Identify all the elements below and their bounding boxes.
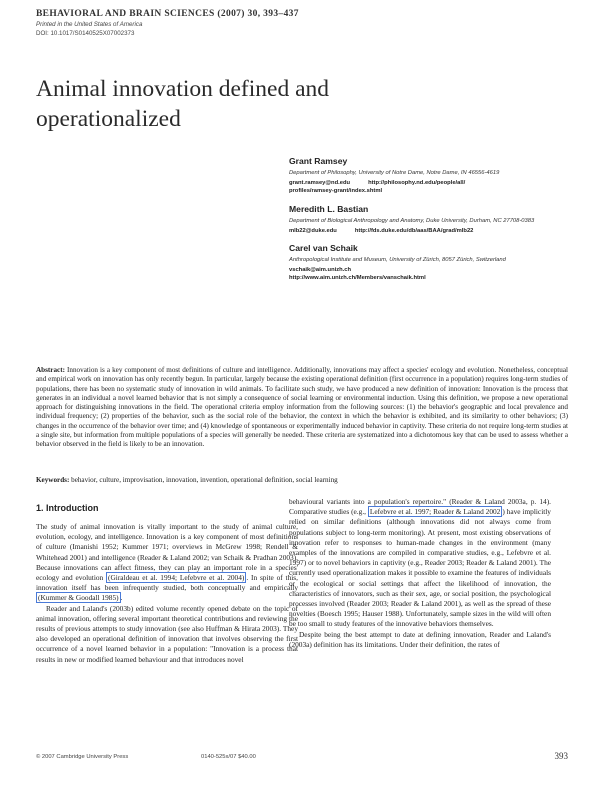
copyright-notice: © 2007 Cambridge University Press: [36, 754, 129, 760]
paragraph-text: . In spite of this, innovation itself has been infrequently studied, both conceptually and empirically: [36, 573, 298, 593]
author-name: Grant Ramsey: [289, 156, 348, 166]
author-contact: [289, 179, 579, 195]
author-url-link-continued[interactable]: profiles/ramsey-grant/index.shtml: [289, 188, 383, 195]
author-email-link[interactable]: mlb22@duke.edu: [289, 227, 337, 234]
abstract-text: Innovation is a key component of most definitions of culture and intelligence. Additionally, innovations may affect a species' ecology and evolution. Nonetheless, conceptual and empirical work on innovation has only recently begun. In particular, largely because the existing operational definition (first occurrence in a population) requires long-term studies of populations, there has been no systematic study of innovation in wild animals. To facilitate such study, we have produced a new definition of innovation: Innovation is the process that generates in an individual a novel learned behavior that is not simply a consequence of social learning or environmental induction. Using this definition, we propose a new operational approach for distinguishing innovations in the field. The operational criteria employ information from the following sources: (1) the behavior's geographic and local prevalence and individual frequency; (2) properties of the behavior, such as the social role of the behavior, the context in which the behavior is exhibited, and its similarity to other behaviors; (3) changes in the occurrence of the behavior over time; and (4) knowledge of spontaneous or experimentally induced behavior in captivity. These criteria do not require long-term studies at a single site, but information from multiple populations of a species will generally be needed. These criteria are systematized into a dichotomous key that can be used to assess whether a behavior observed in the field is likely to be an innovation.: [36, 366, 568, 449]
author-email-link[interactable]: vschaik@aim.unizh.ch: [289, 267, 352, 274]
author-block: [289, 156, 579, 291]
abstract: [36, 366, 568, 450]
journal-citation: BEHAVIORAL AND BRAIN SCIENCES (2007) 30, 393–437: [36, 9, 299, 19]
author-affiliation: Department of Philosophy, University of Notre Dame, Notre Dame, IN 46556-4619: [289, 170, 500, 176]
section-heading: 1. Introduction: [36, 503, 99, 513]
author-contact: [289, 227, 579, 235]
article-title: Animal innovation defined and operationalized: [36, 76, 330, 132]
paragraph-text: ) have implicitly relied on similar definitions (although innovations did not always come from populations subject to long-term monitoring). At present, most existing observations of innovation refer to responses to human-made changes in the environment (many examples of the innovations are compiled in comparative studies, e.g., Lefebvre et al. 1997) or to novel behaviors in captivity (e.g., Reader 2003; Reader & Laland 2001). The currently used operationalization makes it possible to examine the features of individuals or the ecological or social settings that affect the likelihood of innovation, the characteristics of innovators, such as their sex, age, or social position, the psychological processes involved (Reader 2003; Reader & Laland 2001), as well as the spread of these novelties (Boesch 1995; Hauser 1988). Unfortunately, sample sizes in the wild will often be too small to study features of the innovative behaviors themselves.: [289, 507, 551, 629]
author-url-link[interactable]: http://philosophy.nd.edu/people/all/: [368, 180, 466, 187]
keywords-text: behavior, culture, improvisation, innovation, invention, operational definition, social learning: [71, 476, 338, 484]
right-column: [289, 497, 551, 650]
body-paragraph: [289, 497, 551, 630]
citation-link[interactable]: Lefebvre et al. 1997; Reader & Laland 2002: [369, 507, 501, 517]
body-paragraph: Despite being the best attempt to date at defining innovation, Reader and Laland's (2003a) definition has its limitations. Under their definition, the rates of: [289, 629, 551, 649]
author-entry: [289, 243, 579, 283]
author-url-link[interactable]: http://fds.duke.edu/db/aas/BAA/grad/mlb22: [354, 227, 474, 234]
author-affiliation: Anthropological Institute and Museum, University of Zürich, 8057 Zürich, Switzerland: [289, 257, 506, 264]
body-paragraph: Reader and Laland's (2003b) edited volume recently opened debate on the topic of animal innovation, offering several important theoretical contributions and reviewing the results of previous attempts to study innovation (see also Huffman & Hirata 2003). They also developed an operational definition of innovation that involves observing the first occurrence of a novel learned behavior in a population: "Innovation is a process that results in new or modified learned behaviour and that introduces novel: [36, 603, 298, 664]
author-url-link[interactable]: http://www.aim.unizh.ch/Members/vanschaik.html: [289, 275, 426, 282]
author-affiliation: Department of Biological Anthropology and Anatomy, Duke University, Durham, NC 27708-0383: [289, 217, 535, 224]
keywords-label: Keywords:: [36, 476, 70, 484]
issn-price: 0140-525x/07 $40.00: [201, 754, 256, 760]
keywords: [36, 476, 568, 485]
printed-in-note: Printed in the United States of America: [36, 21, 143, 28]
abstract-label: Abstract:: [36, 366, 65, 374]
author-entry: [289, 156, 579, 196]
author-name: Carel van Schaik: [289, 243, 358, 254]
page-footer: [36, 752, 568, 762]
doi-line: DOI: 10.1017/S0140525X07002373: [36, 30, 135, 37]
paragraph-text: The study of animal innovation is vitally important to the study of animal culture, evolution, ecology, and intelligence. Innovation is a key component of most definitions of culture (Imanishi 1952; Kummer 1971; overviews in McGrew 1998; Rendell & Whitehead 2001) and intelligence (Reader & Laland 2002; van Schaik & Pradhan 2003). Because innovations can affect fitness, they can play an important role in a species' ecology and evolution: [36, 522, 298, 583]
paragraph-text: .: [120, 593, 123, 603]
page-number: 393: [554, 751, 568, 761]
left-column: [36, 497, 298, 665]
running-header: [36, 9, 566, 38]
author-name: Meredith L. Bastian: [289, 203, 369, 214]
author-entry: [289, 204, 579, 235]
paragraph-text: behavioural variants into a population's repertoire." (Reader & Laland 2003a, p. 14). Comparative studies (e.g.,: [289, 497, 551, 517]
author-email-link[interactable]: grant.ramsey@nd.edu: [289, 180, 351, 187]
author-contact: [289, 266, 579, 282]
citation-link[interactable]: (Giraldeau et al. 1994; Lefebvre et al. 2004): [108, 573, 245, 583]
citation-link[interactable]: (Kummer & Goodall 1985): [38, 593, 119, 603]
body-paragraph: [36, 522, 298, 604]
